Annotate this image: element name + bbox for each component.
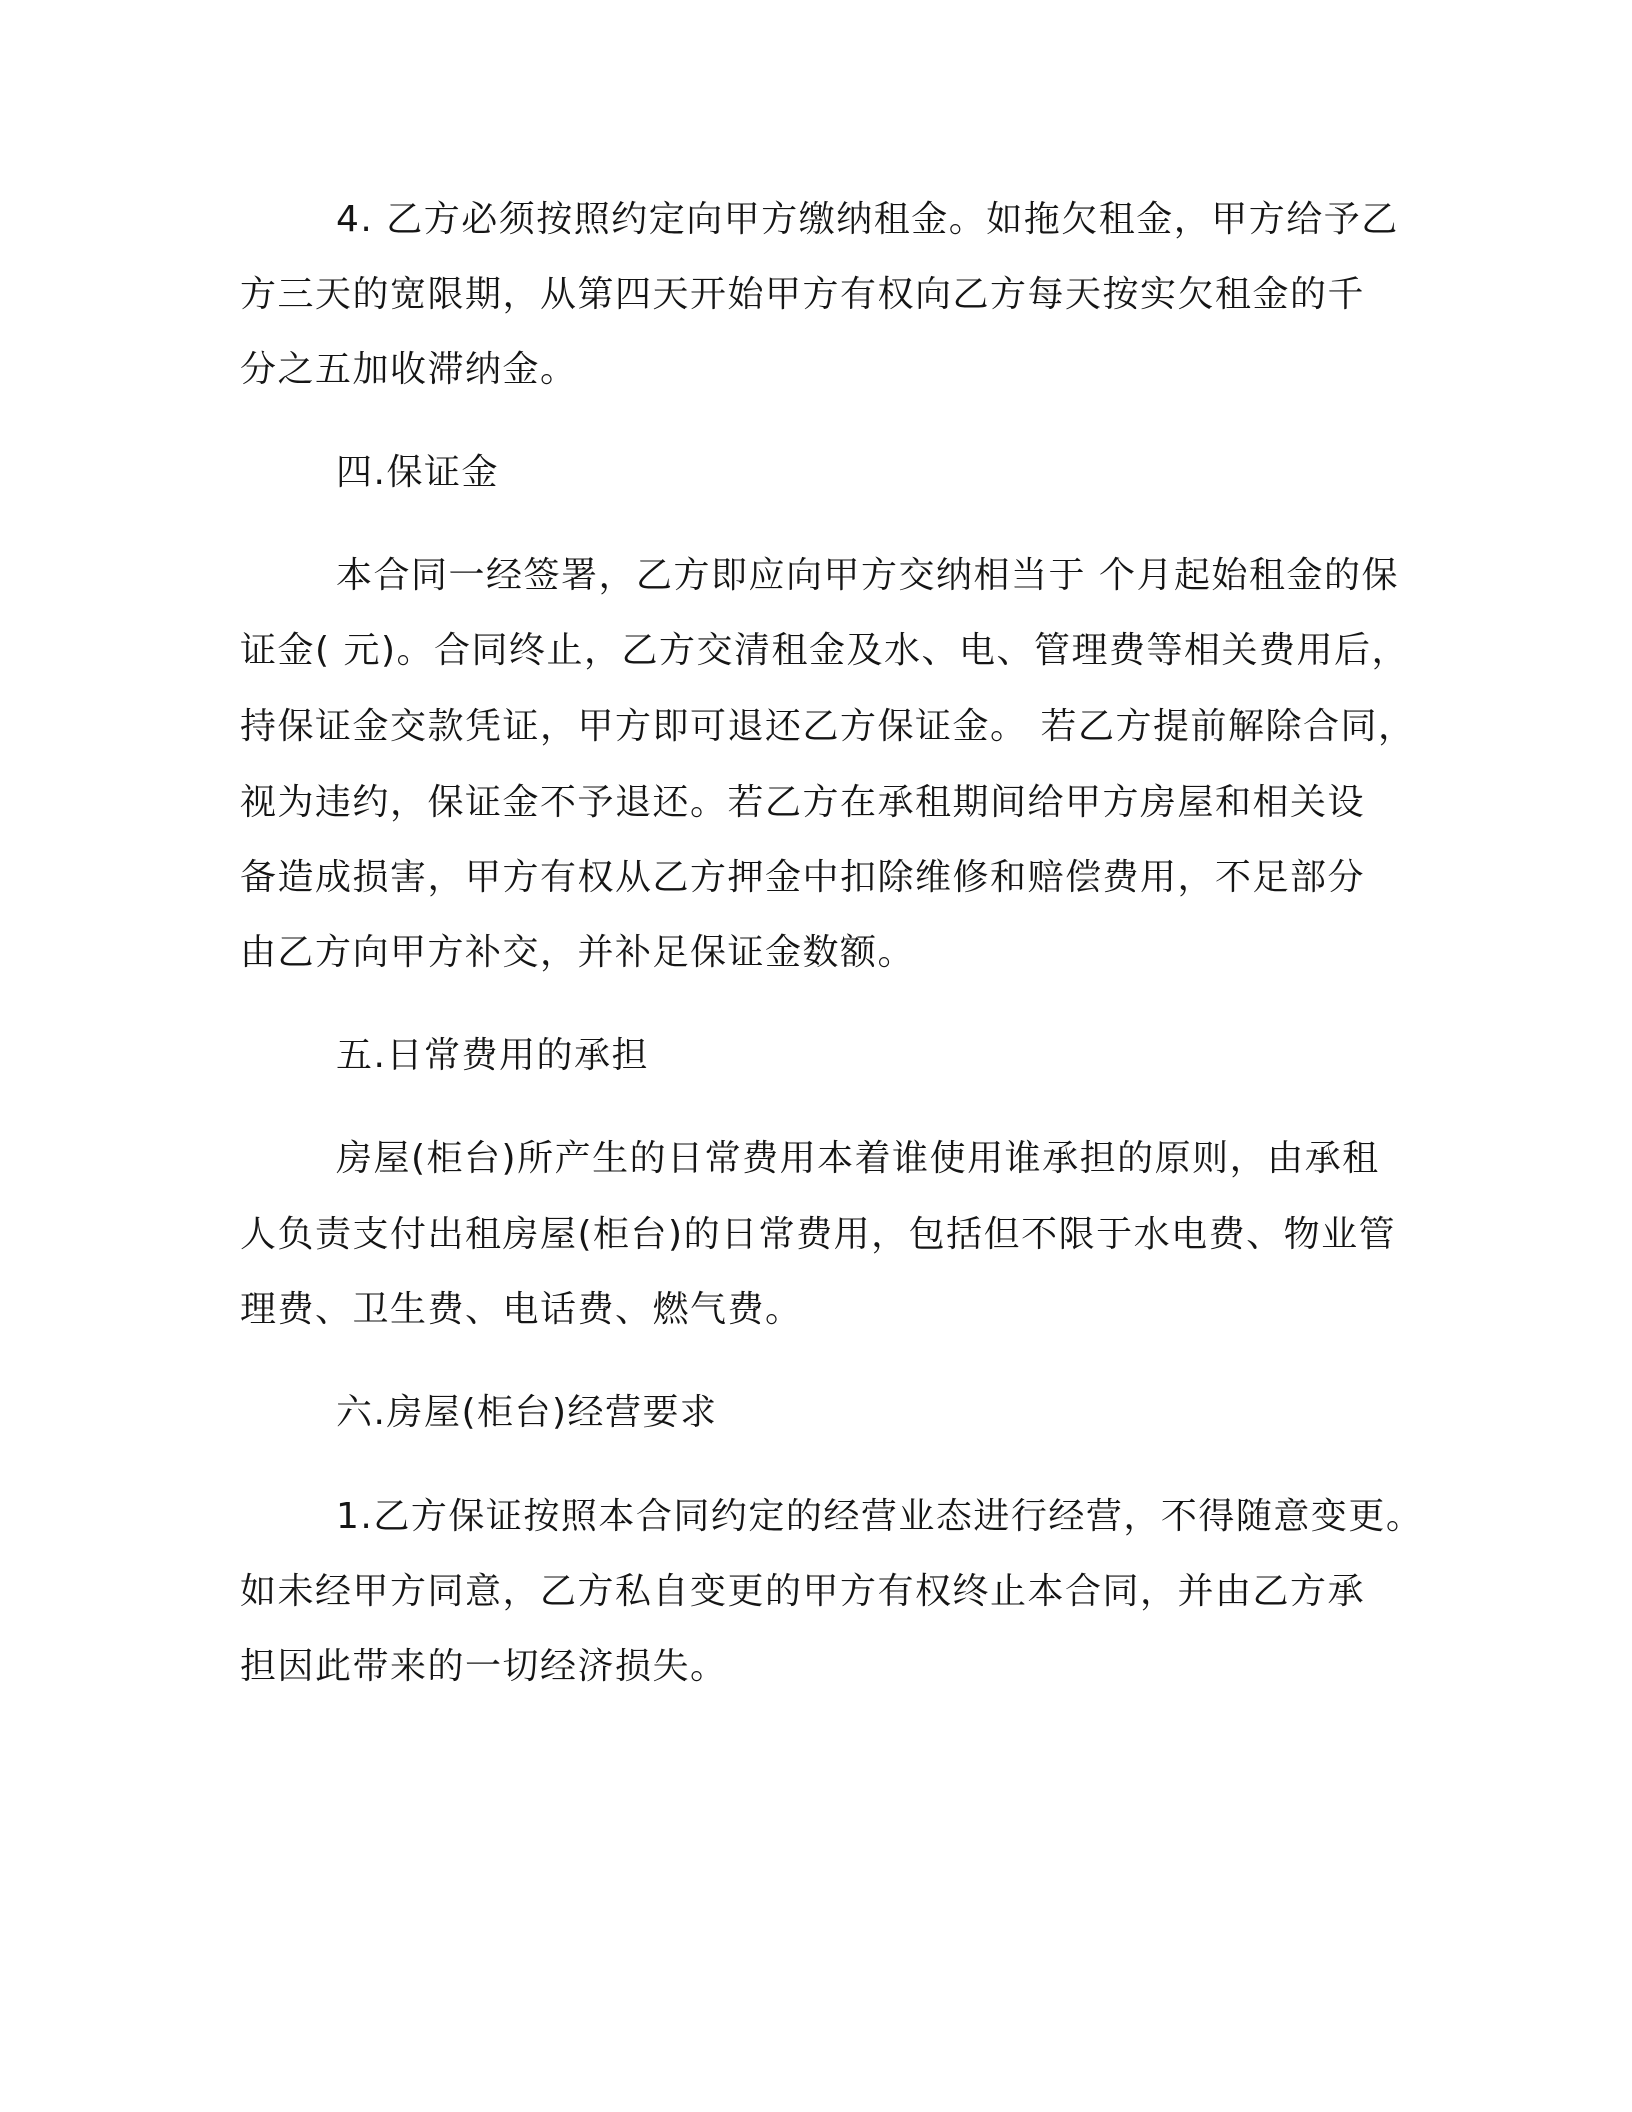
clause-3-4-line-3: 分之五加收滞纳金。	[240, 349, 578, 390]
section-5-line-1: 房屋(柜台)所产生的日常费用本着谁使用谁承担的原则，由承租	[336, 1138, 1380, 1179]
section-5-line-3: 理费、卫生费、电话费、燃气费。	[240, 1289, 803, 1330]
section-6-line-3: 担因此带来的一切经济损失。	[240, 1646, 728, 1687]
section-4-heading: 四.保证金	[336, 452, 499, 493]
section-4-line-6: 由乙方向甲方补交，并补足保证金数额。	[240, 932, 916, 973]
clause-3-4-line-2: 方三天的宽限期，从第四天开始甲方有权向乙方每天按实欠租金的千	[240, 274, 1366, 315]
section-4-line-1: 本合同一经签署，乙方即应向甲方交纳相当于 个月起始租金的保	[336, 555, 1399, 596]
section-4-line-4: 视为违约，保证金不予退还。若乙方在承租期间给甲方房屋和相关设	[240, 782, 1366, 823]
section-6-line-2: 如未经甲方同意，乙方私自变更的甲方有权终止本合同，并由乙方承	[240, 1571, 1366, 1612]
section-4-line-5: 备造成损害，甲方有权从乙方押金中扣除维修和赔偿费用，不足部分	[240, 857, 1366, 898]
section-5-heading: 五.日常费用的承担	[336, 1035, 649, 1076]
section-4-line-2: 证金( 元)。合同终止，乙方交清租金及水、电、管理费等相关费用后，	[240, 630, 1410, 671]
section-6-heading: 六.房屋(柜台)经营要求	[336, 1392, 718, 1433]
clause-3-4-line-1: 4. 乙方必须按照约定向甲方缴纳租金。如拖欠租金，甲方给予乙	[336, 199, 1399, 240]
section-5-line-2: 人负责支付出租房屋(柜台)的日常费用，包括但不限于水电费、物业管	[240, 1214, 1397, 1255]
section-4-line-3: 持保证金交款凭证，甲方即可退还乙方保证金。 若乙方提前解除合同，	[240, 706, 1416, 747]
section-6-line-1: 1.乙方保证按照本合同约定的经营业态进行经营，不得随意变更。	[336, 1496, 1424, 1537]
